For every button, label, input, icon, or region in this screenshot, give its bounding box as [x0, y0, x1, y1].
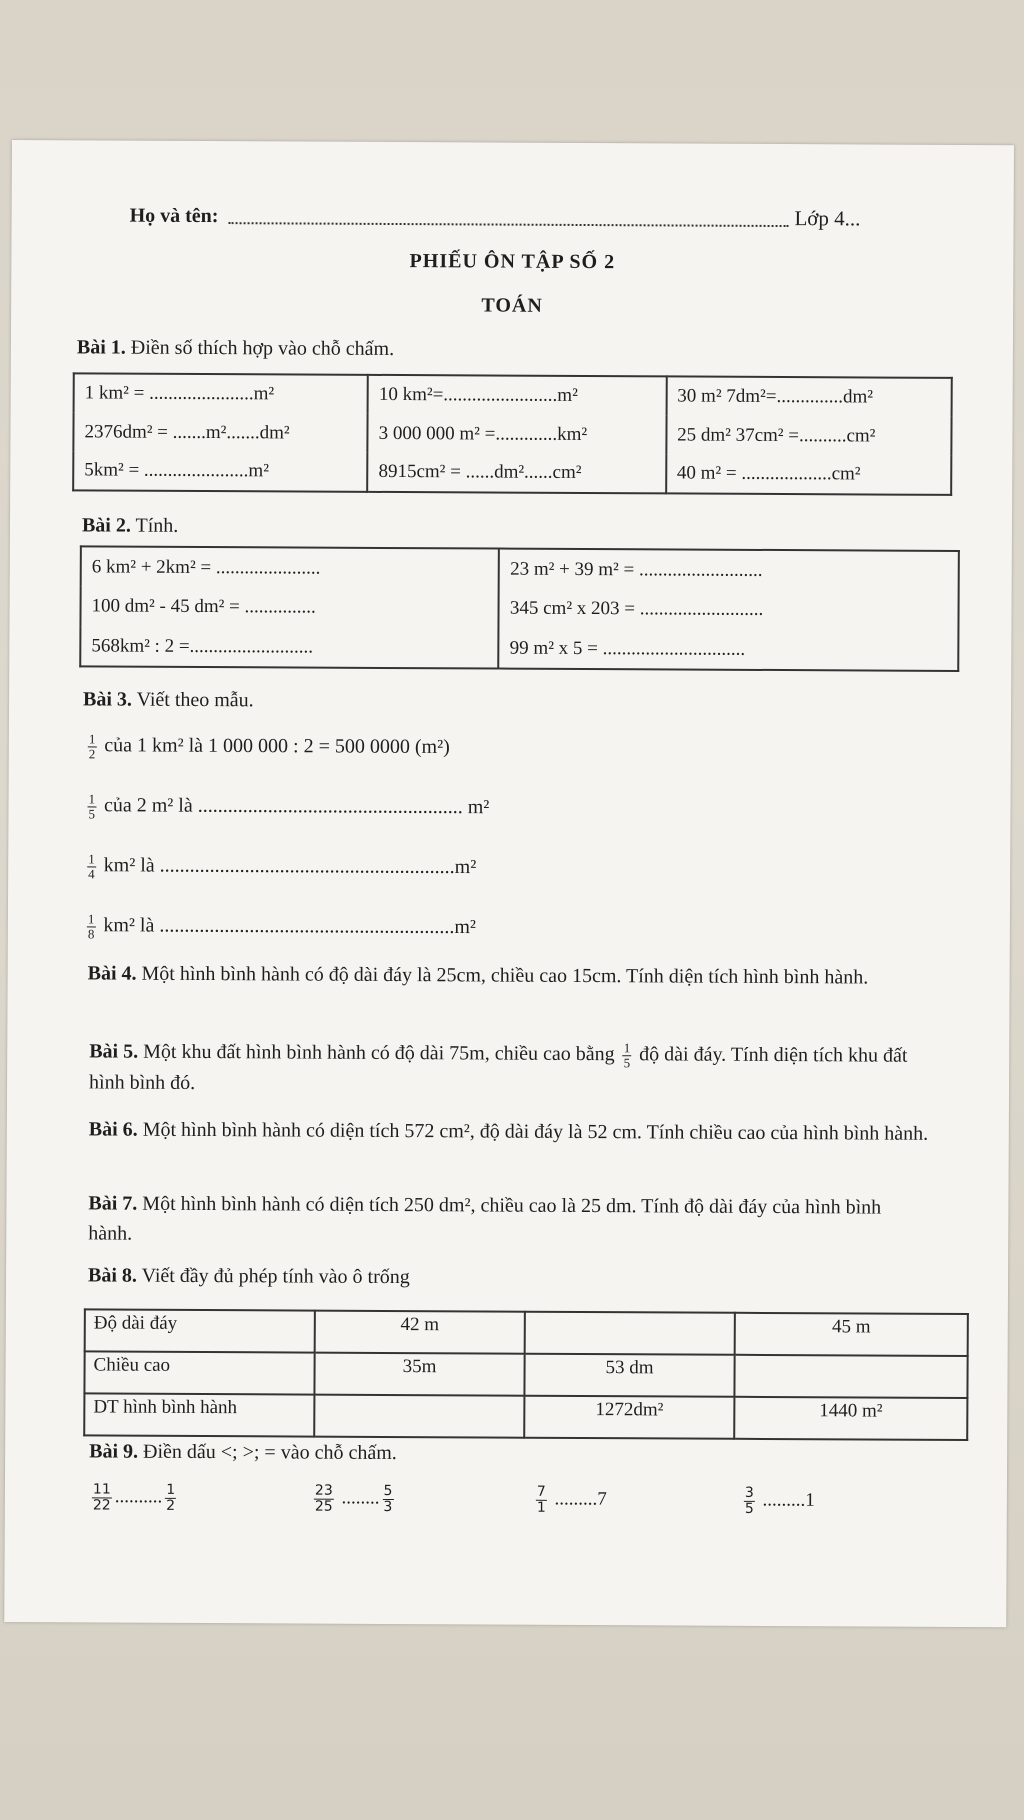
- bai8-cell: [314, 1395, 524, 1438]
- bai2-table: [79, 545, 960, 672]
- class-label: Lớp 4...: [794, 206, 861, 231]
- table-row: [81, 546, 959, 591]
- table-row: [73, 451, 951, 495]
- table-row: [73, 412, 951, 456]
- bai8-row-header: DT hình bình hành: [84, 1393, 314, 1436]
- bai2-cell: 100 dm² - 45 dm² = ...............: [80, 586, 499, 628]
- bai2-cell: 568km² : 2 =..........................: [80, 626, 499, 668]
- bai2-cell: 23 m² + 39 m² = ..........................: [499, 549, 959, 591]
- fraction: $\frac{3}{5}$: [744, 1484, 754, 1517]
- fraction: $\frac{1}{8}$: [87, 911, 95, 942]
- bai8-cell: 1272dm²: [524, 1396, 734, 1439]
- subject-title: TOÁN: [481, 294, 543, 317]
- bai1-cell: 25 dm² 37cm² =..........cm²: [666, 415, 952, 455]
- fraction: $\frac{5}{3}$: [383, 1482, 393, 1515]
- name-dotted-line: [228, 214, 788, 227]
- name-label: Họ và tên:: [129, 204, 219, 228]
- bai1-cell: 8915cm² = ......dm²......cm²: [367, 453, 666, 494]
- name-line: [130, 203, 861, 232]
- bai1-table: [72, 372, 953, 496]
- bai2-heading: Bài 2. Tính.: [81, 514, 179, 537]
- worksheet-page: [4, 140, 1014, 1627]
- bai8-heading: Bài 8. Viết đầy đủ phép tính vào ô trống: [87, 1264, 410, 1289]
- bai2-cell: 6 km² + 2km² = ......................: [81, 546, 500, 588]
- fraction: $\frac{1}{5}$: [88, 791, 96, 822]
- bai8-cell: 45 m: [735, 1313, 968, 1356]
- fraction: $\frac{7}{1}$: [536, 1483, 546, 1516]
- bai1-cell: 3 000 000 m² =.............km²: [368, 414, 667, 455]
- bai9-item: $\frac{3}{5}$ .........1: [744, 1484, 815, 1517]
- bai9-heading: Bài 9. Điền dấu <; >; = vào chỗ chấm.: [89, 1440, 397, 1465]
- bai1-cell: 30 m² 7dm²=..............dm²: [666, 376, 952, 416]
- worksheet-title: PHIẾU ÔN TẬP SỐ 2: [409, 250, 616, 274]
- bai1-cell: 1 km² = ......................m²: [74, 373, 368, 414]
- table-row: [80, 626, 958, 671]
- bai5-paragraph: Bài 5. Một khu đất hình bình hành có độ dài 75m, chiều cao bằng $\frac{1}{5}$ độ dài đáy. Tính diện tích khu đất hình bình đó.: [89, 1040, 908, 1094]
- fraction: $\frac{11}{22}$: [92, 1481, 111, 1514]
- bai3-example: $\frac{1}{2}$ của 1 km² là 1 000 000 : 2 = 500 0000 (m²): [88, 731, 450, 762]
- bai2-cell: 99 m² x 5 = ..............................: [499, 629, 959, 671]
- fraction: $\frac{1}{2}$: [88, 731, 96, 762]
- bai8-cell: 42 m: [315, 1311, 525, 1354]
- table-row: [74, 373, 952, 417]
- bai3-heading: Bài 3. Viết theo mẫu.: [83, 688, 254, 712]
- table-row: [80, 586, 958, 631]
- bai9-item: $\frac{23}{25}$ ........ $\frac{5}{3}$: [314, 1482, 393, 1515]
- bai1-heading: Bài 1. Điền số thích hợp vào chỗ chấm.: [76, 336, 395, 361]
- table-row: [84, 1351, 967, 1398]
- bai8-row-header: Chiều cao: [84, 1351, 314, 1394]
- bai1-cell: 2376dm² = .......m².......dm²: [73, 412, 367, 453]
- bai6-paragraph: Bài 6. Một hình bình hành có diện tích 572 cm², độ dài đáy là 52 cm. Tính chiều cao của hình bình hành.: [88, 1118, 929, 1145]
- table-row: [84, 1393, 967, 1440]
- bai7-paragraph: Bài 7. Một hình bình hành có diện tích 250 dm², chiều cao là 25 dm. Tính độ dài đáy của hình bình hành.: [88, 1192, 882, 1245]
- bai4-paragraph: Bài 4. Một hình bình hành có độ dài đáy là 25cm, chiều cao 15cm. Tính diện tích hình bình hành.: [87, 962, 869, 989]
- bai9-item: $\frac{7}{1}$ .........7: [536, 1483, 607, 1516]
- fraction: $\frac{1}{2}$: [166, 1481, 176, 1514]
- bai2-cell: 345 cm² x 203 = ..........................: [499, 589, 959, 631]
- bai1-cell: 10 km²=........................m²: [368, 375, 667, 416]
- bai8-cell: 53 dm: [524, 1354, 734, 1397]
- bai1-cell: 40 m² = ...................cm²: [666, 454, 952, 494]
- bai8-cell: 1440 m²: [734, 1397, 967, 1440]
- bai8-cell: [734, 1355, 967, 1398]
- bai8-table: [83, 1308, 969, 1441]
- fraction: $\frac{1}{4}$: [88, 851, 95, 882]
- bai1-cell: 5km² = ......................m²: [73, 451, 367, 492]
- table-row: [85, 1309, 968, 1356]
- bai3-line: $\frac{1}{4}$ km² là ...........................................................m²: [88, 851, 477, 882]
- bai9-item: $\frac{11}{22}$ .......... $\frac{1}{2}$: [92, 1481, 176, 1514]
- bai3-line: $\frac{1}{8}$ km² là ...........................................................m²: [87, 911, 476, 942]
- fraction: $\frac{1}{5}$: [623, 1040, 631, 1071]
- bai8-cell: [525, 1312, 735, 1355]
- bai8-cell: 35m: [314, 1353, 524, 1396]
- bai8-row-header: Độ dài đáy: [85, 1309, 315, 1352]
- fraction: $\frac{23}{25}$: [314, 1482, 333, 1515]
- bai3-line: $\frac{1}{5}$ của 2 m² là ..................................................... m²: [88, 791, 490, 822]
